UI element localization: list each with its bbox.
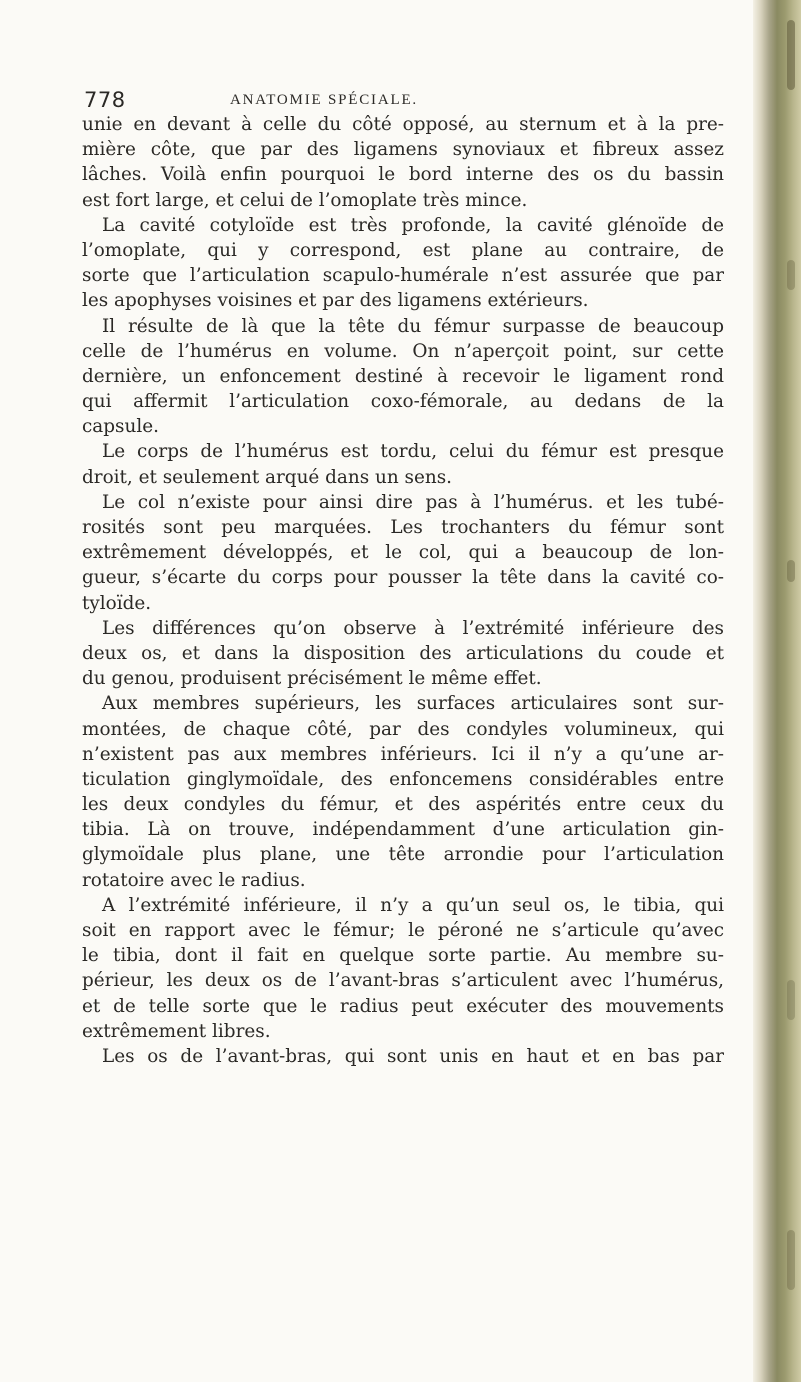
text-line: tibia. Là on trouve, indépendamment d’une articulation gin-	[82, 819, 724, 841]
text-line: et de telle sorte que le radius peut exécuter des mouvements	[82, 995, 724, 1017]
text-line: est fort large, et celui de l’omoplate très mince.	[82, 189, 528, 211]
text-line: qui affermit l’articulation coxo-fémorale, au dedans de la	[82, 391, 724, 413]
text-line: dernière, un enfoncement destiné à recevoir le ligament rond	[82, 365, 724, 387]
text-line: extrêmement développés, et le col, qui a beaucoup de lon-	[82, 542, 724, 564]
text-line: rosités sont peu marquées. Les trochanters du fémur sont	[82, 517, 724, 538]
text-line: Aux membres supérieurs, les surfaces articulaires sont sur-	[102, 693, 724, 715]
text-line: montées, de chaque côté, par des condyles volumineux, qui	[82, 718, 724, 740]
text-line: Les différences qu’on observe à l’extrémité inférieure des	[102, 617, 724, 639]
edge-stain	[787, 1230, 795, 1290]
text-line: glymoïdale plus plane, une tête arrondie pour l’articulation	[82, 844, 724, 866]
text-line: unie en devant à celle du côté opposé, au sternum et à la pre-	[82, 114, 724, 135]
text-line: La cavité cotyloïde est très profonde, la cavité glénoïde de	[102, 214, 724, 236]
text-line: gueur, s’écarte du corps pour pousser la tête dans la cavité co-	[82, 567, 724, 589]
text-line: le tibia, dont il fait en quelque sorte partie. Au membre su-	[82, 945, 724, 967]
text-line: Il résulte de là que la tête du fémur surpasse de beaucoup	[102, 315, 724, 337]
text-line: A l’extrémité inférieure, il n’y a qu’un seul os, le tibia, qui	[102, 894, 724, 916]
text-line: ticulation ginglymoïdale, des enfoncemens considérables entre	[82, 768, 724, 790]
edge-stain	[787, 980, 795, 1020]
running-title: ANATOMIE SPÉCIALE.	[230, 92, 418, 108]
edge-stain	[787, 560, 795, 582]
text-line: du genou, produisent précisément le même effet.	[82, 668, 542, 690]
text-line: Le col n’existe pour ainsi dire pas à l’humérus. et les tubé-	[102, 491, 724, 513]
text-line: celle de l’humérus en volume. On n’aperçoit point, sur cette	[82, 340, 724, 362]
text-line: Les os de l’avant-bras, qui sont unis en haut et en bas par	[102, 1045, 724, 1067]
text-line: extrêmement libres.	[82, 1020, 271, 1042]
edge-stain	[787, 20, 795, 90]
text-line: soit en rapport avec le fémur; le péroné ne s’articule qu’avec	[82, 920, 724, 941]
text-line: lâches. Voilà enfin pourquoi le bord interne des os du bassin	[82, 164, 724, 186]
text-line: Le corps de l’humérus est tordu, celui du fémur est presque	[102, 441, 724, 463]
body-text	[82, 112, 724, 1069]
text-line: sorte que l’articulation scapulo-humérale n’est assurée que par	[82, 265, 724, 287]
page-edge-shadow	[753, 0, 801, 1382]
text-line: droit, et seulement arqué dans un sens.	[82, 466, 453, 488]
edge-stain	[787, 260, 795, 290]
text-line: n’existent pas aux membres inférieurs. Ici il n’y a qu’une ar-	[82, 743, 724, 765]
text-line: tyloïde.	[82, 592, 152, 614]
text-line: mière côte, que par des ligamens synoviaux et fibreux assez	[82, 139, 724, 161]
text-line: deux os, et dans la disposition des articulations du coude et	[82, 642, 724, 664]
text-line: capsule.	[82, 416, 159, 438]
text-line: périeur, les deux os de l’avant-bras s’articulent avec l’humérus,	[82, 970, 724, 992]
page-number: 778	[84, 88, 126, 112]
text-line: les apophyses voisines et par des ligamens extérieurs.	[82, 290, 589, 312]
text-line: les deux condyles du fémur, et des aspérités entre ceux du	[82, 794, 724, 816]
text-line: l’omoplate, qui y correspond, est plane au contraire, de	[82, 239, 724, 261]
text-line: rotatoire avec le radius.	[82, 869, 306, 891]
